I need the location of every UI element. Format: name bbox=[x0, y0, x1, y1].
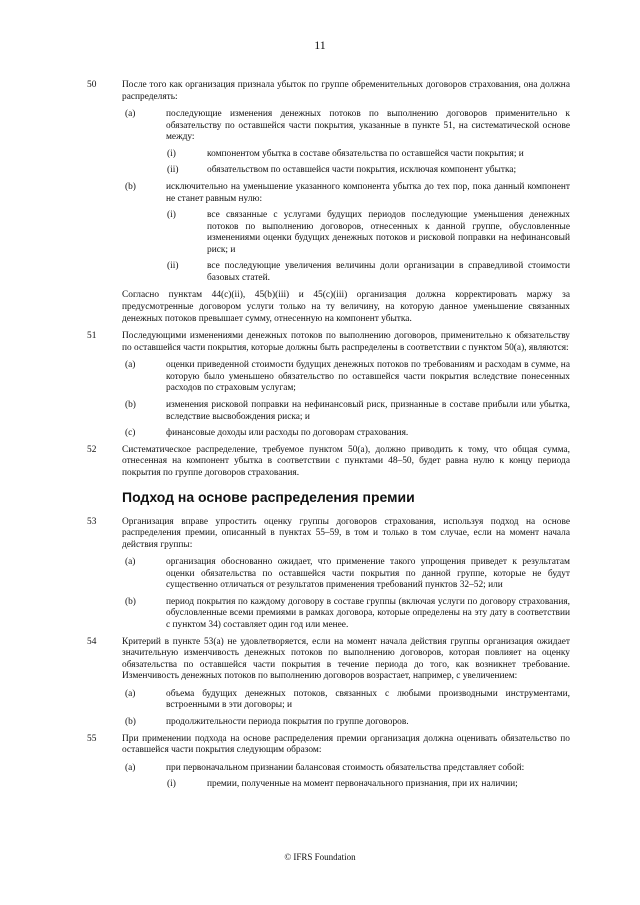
item-label: (a) bbox=[125, 360, 136, 371]
item-text: оценки приведенной стоимости будущих денежных потоков по требованиям и расходам в сумме, на которую было уменьшено обязательство по оставшейся части покрытия вследствие понесенных расходов по страховым услугам; bbox=[166, 360, 570, 394]
item-text: последующие изменения денежных потоков по выполнению договоров применительно к обязательству по оставшейся части покрытия, указанные в пункте 51, на систематической основе между: bbox=[166, 109, 570, 143]
sub-item bbox=[167, 165, 570, 177]
sub-item-text: премии, полученные на момент первоначального признания, при их наличии; bbox=[207, 779, 518, 790]
list-item bbox=[125, 596, 570, 632]
paragraph-51 bbox=[87, 331, 570, 354]
page-footer: © IFRS Foundation bbox=[284, 852, 356, 862]
sub-item bbox=[167, 148, 570, 161]
item-text: финансовые доходы или расходы по договорам страхования. bbox=[166, 428, 409, 439]
paragraph-number: 54 bbox=[87, 636, 97, 647]
paragraph-52 bbox=[87, 444, 570, 480]
item-label: (a) bbox=[125, 557, 136, 568]
sub-item-label: (i) bbox=[167, 148, 176, 159]
paragraph-text: Критерий в пункте 53(a) не удовлетворяется, если на момент начала действия группы организация ожидает значительную изменчивость денежных потоков по выполнению договоров, которая повлияет на оценку обязательства по оставшейся части покрытия в течение периода до того, как возникнет требование. Изменчивость денежных потоков по выполнению договоров возрастает, например, с увеличением: bbox=[122, 636, 570, 682]
item-text: продолжительности периода покрытия по группе договоров. bbox=[166, 716, 409, 727]
item-text: изменения рисковой поправки на нефинансовый риск, признанные в составе прибыли или убытка, вследствие высвобождения риска; и bbox=[166, 399, 570, 422]
list-item bbox=[125, 109, 570, 144]
sub-item-text: обязательством по оставшейся части покрытия, исключая компонент убытка; bbox=[207, 165, 517, 176]
list-item bbox=[125, 360, 570, 395]
paragraph-number: 53 bbox=[87, 516, 97, 527]
list-item bbox=[125, 181, 570, 205]
list-item bbox=[125, 716, 570, 729]
item-text: объема будущих денежных потоков, связанных с любыми производными инструментами, встроенными в эти договоры; и bbox=[166, 688, 570, 711]
item-label: (b) bbox=[125, 596, 136, 607]
paragraph-50 bbox=[87, 80, 570, 103]
sub-item bbox=[167, 779, 570, 791]
paragraph-text: Организация вправе упростить оценку группы договоров страхования, используя подход на основе распределения премии, описанный в пунктах 55–59, в том и только в том случае, если на момент начала действия группы: bbox=[122, 516, 570, 550]
paragraph-53 bbox=[87, 516, 570, 552]
item-label: (b) bbox=[125, 716, 136, 727]
item-text: период покрытия по каждому договору в составе группы (включая услуги по договору страхования, обусловленные всеми премиями в рамках договора, которые определены на эту дату в соответствии с пунктом 34) составляет один год или менее. bbox=[166, 596, 570, 631]
sub-item-label: (ii) bbox=[167, 261, 179, 272]
sub-item-text: все последующие увеличения величины доли организации в справедливой стоимости базовых статей. bbox=[207, 261, 570, 283]
item-text: исключительно на уменьшение указанного компонента убытка до тех пор, пока данный компонент не станет равным нулю: bbox=[166, 181, 570, 204]
sub-item bbox=[167, 261, 570, 284]
paragraph-text: После того как организация признала убыток по группе обременительных договоров страхования, она должна распределять: bbox=[122, 80, 570, 102]
sub-item-label: (i) bbox=[167, 779, 176, 790]
list-item bbox=[125, 428, 570, 440]
sub-item-label: (i) bbox=[167, 210, 176, 221]
item-label: (c) bbox=[125, 428, 136, 439]
item-label: (b) bbox=[125, 181, 136, 192]
list-item bbox=[125, 688, 570, 712]
paragraph-text: Последующими изменениями денежных потоков по выполнению договоров, применительно к обязательству по оставшейся части покрытия, которые должны быть распределены в соответствии с пунктом 50(a), являются: bbox=[122, 331, 570, 353]
paragraph-number: 50 bbox=[87, 80, 97, 90]
paragraph-number: 55 bbox=[87, 733, 97, 744]
paragraph-55 bbox=[87, 733, 570, 757]
paragraph-number: 51 bbox=[87, 331, 97, 342]
item-label: (a) bbox=[125, 762, 136, 773]
paragraph-continuation: Согласно пунктам 44(c)(ii), 45(b)(iii) и 45(c)(iii) организация должна корректировать маржу за предусмотренные договором услуги только на ту величину, на которую данное уменьшение связанных денежных потоков превышает сумму, отнесенную на компонент убытка. bbox=[122, 290, 570, 324]
item-label: (b) bbox=[125, 399, 136, 410]
item-text: при первоначальном признании балансовая стоимость обязательства представляет собой: bbox=[166, 762, 525, 773]
page-number: 11 bbox=[314, 38, 326, 52]
list-item bbox=[125, 399, 570, 423]
sub-item bbox=[167, 210, 570, 256]
paragraph-number: 52 bbox=[87, 444, 97, 455]
paragraph-text: При применении подхода на основе распределения премии организация должна оценивать обязательство по оставшейся части покрытия следующим образом: bbox=[122, 733, 570, 756]
sub-item-text: компонентом убытка в составе обязательства по оставшейся части покрытия; и bbox=[207, 148, 524, 159]
list-item bbox=[125, 557, 570, 592]
item-text: организация обоснованно ожидает, что применение такого упрощения приведет к результатам оценки обязательства по оставшейся части покрытия по данной группе, которые не будут существенно отличаться от результатов применения требований пунктов 32–52; или bbox=[166, 557, 570, 591]
item-label: (a) bbox=[125, 109, 136, 120]
sub-item-label: (ii) bbox=[167, 165, 179, 176]
item-label: (a) bbox=[125, 688, 136, 699]
paragraph-text: Систематическое распределение, требуемое пунктом 50(a), должно приводить к тому, что общая сумма, отнесенная на компонент убытка в соответствии с пунктами 48–50, будет равна нулю к концу периода покрытия по группе договоров страхования. bbox=[122, 444, 570, 478]
section-heading: Подход на основе распределения премии bbox=[122, 489, 415, 506]
sub-item-text: все связанные с услугами будущих периодов последующие уменьшения денежных потоков по выполнению договоров, отнесенных к данной группе, обусловленные изменениями оценки будущих денежных потоков и рисковой поправки на нефинансовый риск; и bbox=[207, 210, 570, 255]
page-content bbox=[0, 80, 640, 796]
paragraph-54 bbox=[87, 636, 570, 683]
list-item bbox=[125, 762, 570, 775]
